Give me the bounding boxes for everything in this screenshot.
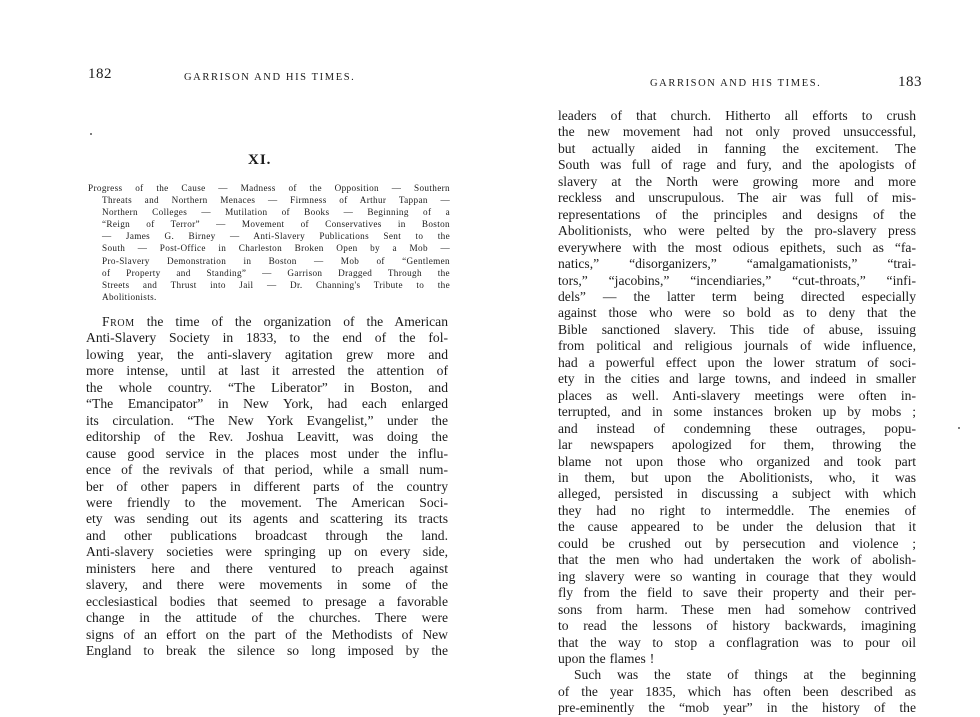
body-line: lowing year, the anti-slavery agitation grew more and [86,346,448,362]
body-line: had a powerful effect upon the lower stratum of soci- [558,354,916,370]
body-line: more intense, until at last it arrested the attention of [86,363,448,379]
body-line: blame not upon those who organized and took part [558,453,916,469]
left-running-head: GARRISON AND HIS TIMES. [184,72,356,83]
body-line: Bible sanctioned slavery. This tide of abuse, issuing [558,321,916,337]
right-page-number: 183 [898,74,922,90]
body-line: places as well. Anti-slavery meetings were often in- [558,387,916,403]
body-line: they had no right to intermeddle. The enemies of [558,502,916,518]
body-line: South was full of rage and fury, and the apologists of [558,157,916,173]
opening-word: From [102,314,135,329]
body-line: “The Emancipator” in New York, had each enlarged [86,396,448,412]
stray-mark [958,427,960,429]
body-line: that the men who had undertaken the work of abolish- [558,552,916,568]
left-body-text [86,314,448,660]
body-line: and instead of condemning these outrages, popu- [558,420,916,436]
synopsis-line: of Property and Standing” — Garrison Dragged Through the [102,267,450,278]
body-line: ety was sending out its agents and scattering its tracts [86,511,448,527]
synopsis-line: Progress of the Cause — Madness of the Opposition — Southern [88,183,450,193]
left-page-number: 182 [88,66,112,82]
body-line: Such was the state of things at the beginning [574,667,916,683]
synopsis-line: South — Post-Office in Charleston Broken Open by a Mob — [102,243,450,254]
body-line: its circulation. “The New York Evangelist,” under the [86,412,448,428]
body-line: were friendly to the movement. The American Soci- [86,494,448,510]
body-line: upon the flames ! [558,650,655,666]
body-line: natics,” “disorganizers,” “amalgamationists,” “trai- [558,256,916,272]
left-page [0,0,490,712]
body-line: representations of the principles and designs of the [558,206,916,222]
body-line: alleged, persisted in discussing a subject with which [558,486,916,502]
body-line: Abolitionists, who were pelted by the pro-slavery press [558,223,916,239]
body-line: to read the lessons of history backwards, imagining [558,618,916,634]
synopsis-line: Threats and Northern Menaces — Firmness of Arthur Tappan — [102,195,450,206]
synopsis-line: Abolitionists. [102,291,157,302]
right-body-text [558,108,916,717]
body-line: tors,” “jacobins,” “incendiaries,” “cut-throats,” “infi- [558,272,916,288]
synopsis-line: Streets and Thrust into Jail — Dr. Channing's Tribute to the [102,279,450,290]
body-line: ecclesiastical bodies that seemed to presage a favorable [86,593,448,609]
body-line: that the way to stop a conflagration was to pour oil [558,634,916,650]
body-line: slavery at the North were growing more and more [558,173,916,189]
body-line: terrupted, and in some instances broken up by mobs ; [558,404,916,420]
body-line: leaders of that church. Hitherto all efforts to crush [558,108,916,123]
body-line: ence of the revivals of that period, while a small num- [86,462,448,478]
synopsis-line: — James G. Birney — Anti-Slavery Publications Sent to the [102,231,450,242]
body-line: ber of other papers in different parts of the country [86,478,448,494]
body-line: against those who were so bold as to deny that the [558,305,916,321]
body-line: the new movement had not only proved unsuccessful, [558,124,916,140]
body-line: could be crushed out by persecution and violence ; [558,535,916,551]
body-line: ety in the cities and large towns, and indeed in smaller [558,371,916,387]
body-line: ing slavery were so wanting in courage that they would [558,568,916,584]
body-line-text: the time of the organization of the American [134,314,448,329]
right-page [490,0,980,716]
synopsis-line: Pro-Slavery Demonstration in Boston — Mob of “Gentlemen [102,255,450,266]
body-line: but actually aided in fanning the excitement. The [558,140,916,156]
body-line: sons from harm. These men had somehow contrived [558,601,916,617]
body-line: ministers here and there ventured to preach against [86,560,448,576]
body-line: change in the attitude of the churches. There were [86,610,448,626]
body-line: of the year 1835, which has often been described as [558,683,916,699]
body-line: Anti-Slavery Society in 1833, to the end of the fol- [86,330,448,346]
body-line: lar newspapers apologized for them, throwing the [558,437,916,453]
body-line: pre-eminently the “mob year” in the history of the [558,700,916,716]
body-line: the cause appeared to be under the delusion that it [558,519,916,535]
body-line: everywhere with the most odious epithets, such as “fa- [558,239,916,255]
body-line: cause good service in the places most under the influ- [86,445,448,461]
stray-mark [90,133,92,135]
body-line: fly from the field to save their property and their per- [558,585,916,601]
right-running-head: GARRISON AND HIS TIMES. [650,78,822,89]
body-line: and other publications broadcast through the land. [86,527,448,543]
body-line: from political and religious journals of wide influence, [558,338,916,354]
synopsis-line: “Reign of Terror” — Movement of Conservatives in Boston [102,219,450,230]
body-line: England to break the silence so long imposed by the [86,643,448,659]
body-line: the whole country. “The Liberator” in Boston, and [86,379,448,395]
synopsis-line: Northern Colleges — Mutilation of Books — Beginning of a [102,207,450,218]
body-line: slavery, and there were movements in some of the [86,577,448,593]
body-line: Anti-slavery societies were springing up on every side, [86,544,448,560]
body-line: dels” — the latter term being directed especially [558,288,916,304]
chapter-number: XI. [248,152,272,168]
body-line: in them, but upon the Abolitionists, who, it was [558,469,916,485]
body-line [86,314,448,330]
body-line: signs of an effort on the part of the Methodists of New [86,626,448,642]
body-line: editorship of the Rev. Joshua Leavitt, was doing the [86,429,448,445]
chapter-synopsis [88,182,450,303]
body-line: reckless and unscrupulous. The air was full of mis- [558,190,916,206]
